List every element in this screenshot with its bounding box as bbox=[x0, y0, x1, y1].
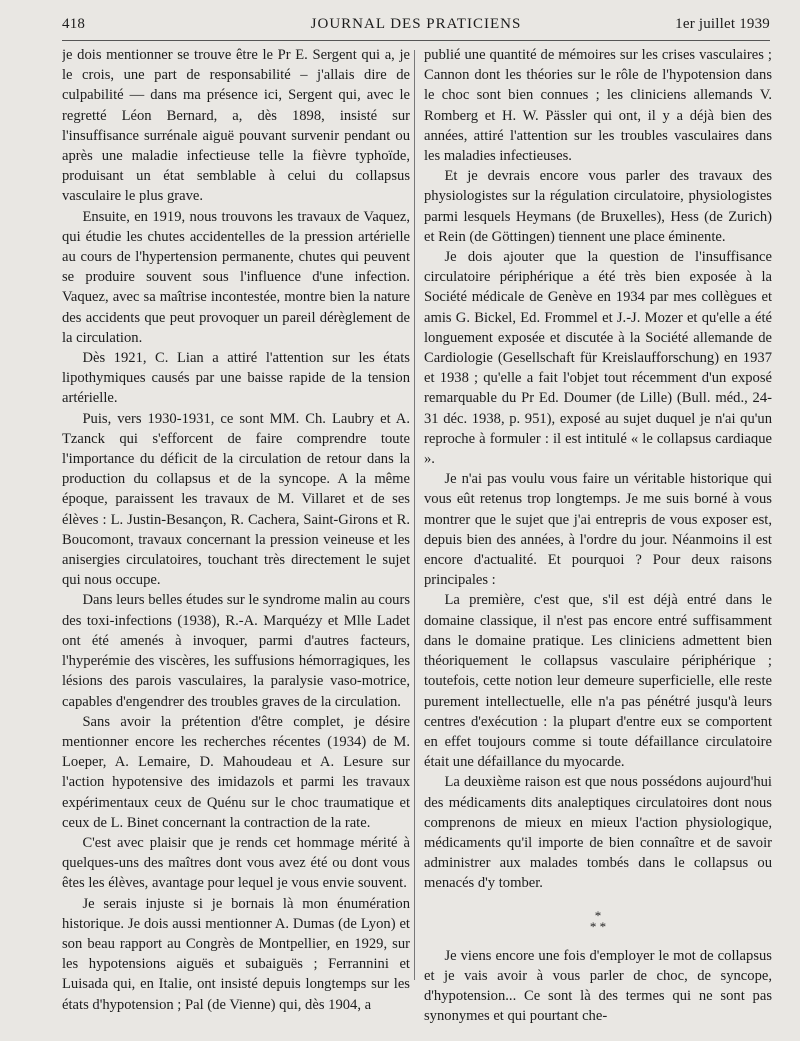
right-column bbox=[424, 45, 772, 1035]
page-header bbox=[62, 16, 770, 40]
section-separator bbox=[424, 907, 772, 934]
paragraph: Je dois ajouter que la question de l'insuffisance circulatoire périphérique a été très bien exposée à la Société médicale de Genève en 1934 par mes collègues et amis G. Bickel, Ed. Frommel et J.-J. Mozer et qu'elle a été longuement exposée et discutée à la Société allemande de Cardiologie (Gesellschaft für Kreislaufforschung) en 1937 et 1938 ; qu'elle a fait l'objet tout récemment d'un exposé remarquable du Pr Ed. Doumer (de Lille) (Bull. méd., 24-31 déc. 1938, p. 951), exposé au sujet duquel je n'ai qu'un reproche à formuler : il est intitulé « le collapsus cardiaque ». bbox=[424, 249, 772, 468]
paragraph: Je serais injuste si je bornais là mon énumération historique. Je dois aussi mentionner A. Dumas (de Lyon) et son beau rapport au Congrès de Montpellier, en 1929, sur les hypotensions aiguës et subaiguës ; Ferrannini et Luisada qui, en Italie, ont insisté depuis longtemps sur les états d'hypotension ; Pal (de Vienne) qui, dès 1904, a bbox=[62, 895, 410, 1013]
paragraph: La deuxième raison est que nous possédons aujourd'hui des médicaments dits analeptiques circulatoires dont nous comprenons de mieux en mieux l'action physiologique, médicaments qu'il importe de bien connaître et de savoir administrer aux malades tombés dans le collapsus ou menacés d'y tomber. bbox=[424, 774, 772, 892]
paragraph: La première, c'est que, s'il est déjà entré dans le domaine classique, il n'est pas encore entré suffisamment dans le domaine pratique. Les cliniciens admettent bien théoriquement le collapsus vasculaire périphérique ; toutefois, cette notion leur demeure superficielle, elle reste purement intellectuelle, elle n'a pas pénétré jusqu'à leurs centres d'exécution : la plupart d'entre eux se comportent en effet toujours comme si toute défaillance circulatoire était une défaillance du myocarde. bbox=[424, 592, 772, 771]
left-column bbox=[62, 45, 410, 1035]
paragraph: Ensuite, en 1919, nous trouvons les travaux de Vaquez, qui étudie les chutes accidentelles de la pression artérielle au cours de l'hypertension permanente, chutes qui peuvent se produire souvent sous l'influence d'une infection. Vaquez, avec sa maîtrise incontestée, montre bien la nature des accidents que peut provoquer un pareil dérèglement de la circulation. bbox=[62, 208, 410, 346]
paragraph: Et je devrais encore vous parler des travaux des physiologistes sur la régulation circulatoire, physiologistes parmi lesquels Heymans (de Bruxelles), Hess (de Zurich) et Rein (de Göttingen) tiennent une place éminente. bbox=[424, 168, 772, 245]
paragraph: Dans leurs belles études sur le syndrome malin au cours des toxi-infections (1938), R.-A. Marquézy et Mlle Ladet ont été amenés à invoquer, parmi d'autres facteurs, l'hyperémie des viscères, les suffusions hémorragiques, les lésions des parois vasculaires, la paralysie vaso-motrice, capables d'engendrer des troubles graves de la circulation. bbox=[62, 592, 410, 710]
paragraph: Je viens encore une fois d'employer le mot de collapsus et je vais avoir à vous parler de choc, de syncope, d'hypotension... Ce sont là des termes qui ne sont pas synonymes et qui pourtant che- bbox=[424, 947, 772, 1025]
header-rule bbox=[62, 40, 770, 41]
separator-star-top: * bbox=[594, 907, 602, 923]
paragraph: publié une quantité de mémoires sur les crises vasculaires ; Cannon dont les théories sur le rôle de l'hypotension dans le choc sont bien connues ; les cliniciens allemands V. Romberg et H. W. Pässler qui ont, il y a déjà bien des années, attiré l'attention sur les troubles vasculaires dans les maladies infectieuses. bbox=[424, 47, 772, 165]
issue-date: 1er juillet 1939 bbox=[675, 16, 770, 32]
journal-title: JOURNAL DES PRATICIENS bbox=[310, 16, 522, 32]
paragraph: je dois mentionner se trouve être le Pr E. Sergent qui a, je le crois, une part de responsabilité – j'allais dire de culpabilité — dans ma présence ici, Sergent qui, avec le regretté Léon Bernard, a, dès 1898, insisté sur l'insuffisance surrénale aiguë pouvant survenir pendant ou après une maladie infectieuse telle la fièvre typhoïde, produisant un état semblable à celui du collapsus vasculaire le plus grave. bbox=[62, 47, 410, 205]
paragraph: C'est avec plaisir que je rends cet hommage mérité à quelques-uns des maîtres dont vous avez été ou dont vous êtes les élèves, avantage pour lequel je vous envie souvent. bbox=[62, 834, 410, 892]
paragraph: Dès 1921, C. Lian a attiré l'attention sur les états lipothymiques causés par une baisse rapide de la tension artérielle. bbox=[62, 350, 410, 407]
column-divider bbox=[414, 50, 415, 980]
paragraph: Je n'ai pas voulu vous faire un véritable historique qui vous eût retenus trop longtemps. Je me suis borné à vous montrer que le sujet que j'ai entrepris de vous exposer est, depuis bien des années, à l'ordre du jour. Néanmoins il est encore d'actualité. Et pourquoi ? Pour deux raisons principales : bbox=[424, 471, 772, 589]
page-number: 418 bbox=[62, 16, 86, 32]
paragraph: Puis, vers 1930-1931, ce sont MM. Ch. Laubry et A. Tzanck qui s'efforcent de faire comprendre toute l'importance du déficit de la circulation de retour dans la production du collapsus et de la syncope. A la même époque, paraissent les travaux de M. Villaret et de ses élèves : L. Justin-Besançon, R. Cachera, Saint-Girons et R. Boucomont, travaux concernant la pression veineuse et les anisergies circulatoires, touchant très directement le sujet qui nous occupe. bbox=[62, 410, 410, 589]
paragraph: Sans avoir la prétention d'être complet, je désire mentionner encore les recherches récentes (1934) de M. Loeper, A. Lemaire, D. Mahoudeau et A. Lesure sur l'action hypotensive des imidazols et parmi les travaux expérimentaux ceux de Quénu sur le choc traumatique et ceux de L. Binet concernant la contraction de la rate. bbox=[62, 713, 410, 831]
separator-star-bottom: * * bbox=[589, 918, 607, 934]
